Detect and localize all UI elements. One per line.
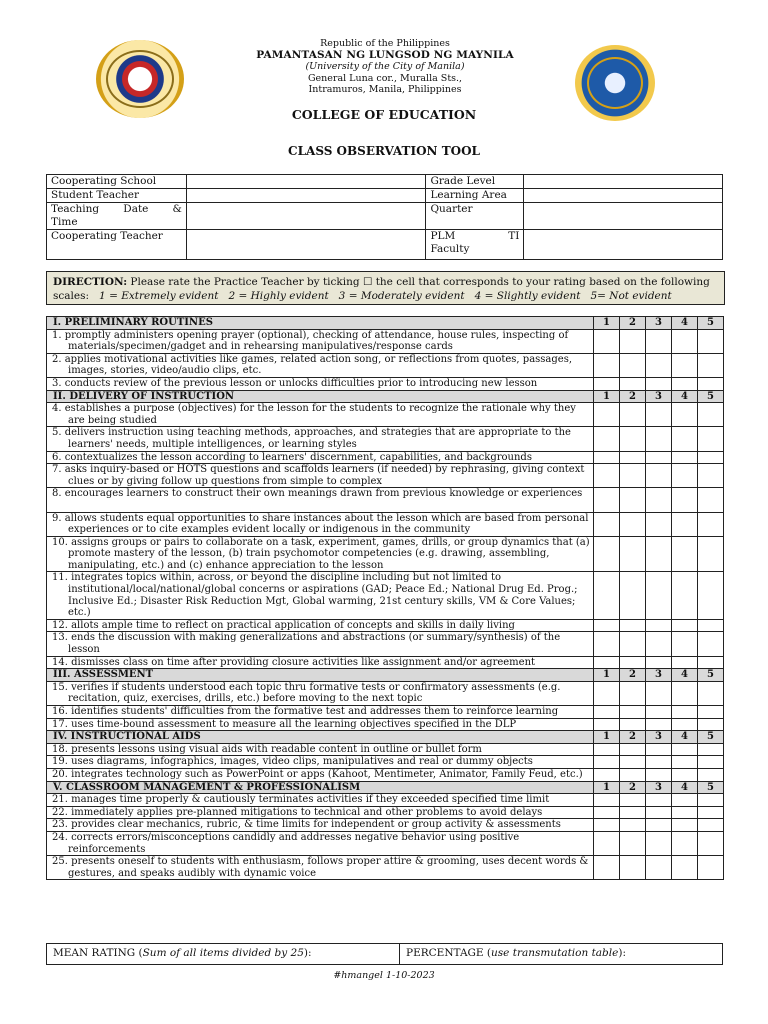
criterion-row (47, 706, 724, 719)
field-grade-level[interactable] (524, 175, 723, 189)
criterion-row (47, 619, 724, 632)
rating-checkbox-cell[interactable] (672, 743, 698, 756)
label-learning-area: Learning Area (426, 189, 524, 203)
criterion-row (47, 718, 724, 731)
rating-checkbox-cell[interactable] (594, 619, 620, 632)
rating-column-header: 1 (594, 669, 620, 682)
criterion-cell (47, 329, 594, 353)
field-student-teacher[interactable] (186, 189, 426, 203)
criterion-cell (47, 632, 594, 656)
rating-checkbox-cell[interactable] (646, 353, 672, 377)
rating-column-header: 5 (698, 781, 724, 794)
rating-checkbox-cell[interactable] (698, 681, 724, 705)
criterion-text: 7. asks inquiry-based or HOTS questions and scaffolds learners (if needed) by rephrasing, giving context clues or by giving follow up questions from simple to complex (52, 464, 585, 487)
rating-checkbox-cell[interactable] (672, 488, 698, 512)
rating-checkbox-cell[interactable] (698, 353, 724, 377)
rating-checkbox-cell[interactable] (594, 806, 620, 819)
rating-checkbox-cell[interactable] (620, 464, 646, 488)
document-header (0, 0, 768, 158)
rating-column-header: 3 (646, 390, 672, 403)
rating-checkbox-cell[interactable] (594, 756, 620, 769)
criterion-text: 16. identifies students' difficulties from the formative test and addresses them to reinforce learning (52, 706, 559, 718)
rating-checkbox-cell[interactable] (620, 488, 646, 512)
rating-checkbox-cell[interactable] (698, 403, 724, 427)
rating-column-header: 1 (594, 731, 620, 744)
rating-checkbox-cell[interactable] (646, 718, 672, 731)
rating-checkbox-cell[interactable] (594, 656, 620, 669)
rating-checkbox-cell[interactable] (672, 681, 698, 705)
field-cooperating-school[interactable] (186, 175, 426, 189)
criterion-text: 21. manages time properly & cautiously terminates activities if they exceeded specified time limit (52, 794, 550, 806)
criterion-cell (47, 806, 594, 819)
rating-checkbox-cell[interactable] (620, 756, 646, 769)
rating-checkbox-cell[interactable] (646, 656, 672, 669)
rating-checkbox-cell[interactable] (672, 706, 698, 719)
rating-checkbox-cell[interactable] (672, 756, 698, 769)
rating-checkbox-cell[interactable] (646, 831, 672, 855)
section-title: II. DELIVERY OF INSTRUCTION (47, 390, 594, 403)
rating-checkbox-cell[interactable] (594, 377, 620, 390)
criterion-text: 9. allows students equal opportunities to share instances about the lesson which are based from personal experiences or to cite examples evident locally or indigenous in the community (52, 512, 589, 536)
criterion-row (47, 512, 724, 536)
criterion-text: 23. provides clear mechanics, rubric, & time limits for independent or group activity & assessments (52, 819, 561, 831)
field-quarter[interactable] (524, 203, 723, 230)
rating-column-header: 3 (646, 317, 672, 330)
section-title: V. CLASSROOM MANAGEMENT & PROFESSIONALISM (47, 781, 594, 794)
rating-column-header: 4 (672, 317, 698, 330)
rating-checkbox-cell[interactable] (646, 706, 672, 719)
criterion-cell (47, 718, 594, 731)
rating-checkbox-cell[interactable] (594, 831, 620, 855)
criterion-row (47, 488, 724, 512)
rating-checkbox-cell[interactable] (620, 377, 646, 390)
section-title: IV. INSTRUCTIONAL AIDS (47, 731, 594, 744)
rating-checkbox-cell[interactable] (620, 819, 646, 832)
criterion-text: 13. ends the discussion with making generalizations and abstractions (or summary/synthesis) of the lesson (52, 632, 561, 656)
rating-column-header: 5 (698, 390, 724, 403)
criterion-row (47, 831, 724, 855)
criterion-row (47, 756, 724, 769)
rating-column-header: 3 (646, 731, 672, 744)
rating-checkbox-cell[interactable] (646, 794, 672, 807)
section-header-row (47, 390, 724, 403)
rating-checkbox-cell[interactable] (594, 572, 620, 619)
rating-column-header: 1 (594, 390, 620, 403)
rating-checkbox-cell[interactable] (698, 819, 724, 832)
rating-checkbox-cell[interactable] (594, 536, 620, 572)
rating-checkbox-cell[interactable] (620, 451, 646, 464)
rating-column-header: 2 (620, 390, 646, 403)
rating-checkbox-cell[interactable] (646, 856, 672, 880)
rating-checkbox-cell[interactable] (672, 427, 698, 451)
rating-checkbox-cell[interactable] (672, 512, 698, 536)
rating-checkbox-cell[interactable] (672, 806, 698, 819)
rating-checkbox-cell[interactable] (698, 632, 724, 656)
rating-checkbox-cell[interactable] (646, 377, 672, 390)
rating-checkbox-cell[interactable] (620, 706, 646, 719)
rating-scales: scales: 1 = Extremely evident 2 = Highly evident 3 = Moderately evident 4 = Slightly evident 5= Not evident (53, 290, 672, 302)
criterion-cell (47, 856, 594, 880)
field-learning-area[interactable] (524, 189, 723, 203)
rating-checkbox-cell[interactable] (620, 353, 646, 377)
criterion-cell (47, 794, 594, 807)
criterion-row (47, 656, 724, 669)
criterion-text: 15. verifies if students understood each topic thru formative tests or confirmatory assessments (e.g. recitation, quiz, exercises, drills, etc.) before moving to the next topic (52, 681, 561, 705)
rating-checkbox-cell[interactable] (594, 794, 620, 807)
rating-checkbox-cell[interactable] (698, 377, 724, 390)
rating-checkbox-cell[interactable] (620, 656, 646, 669)
rating-column-header: 4 (672, 669, 698, 682)
label-cooperating-school: Cooperating School (47, 175, 187, 189)
rating-checkbox-cell[interactable] (646, 512, 672, 536)
section-title: I. PRELIMINARY ROUTINES (47, 317, 594, 330)
rating-checkbox-cell[interactable] (594, 681, 620, 705)
criterion-cell (47, 377, 594, 390)
rating-checkbox-cell[interactable] (594, 464, 620, 488)
rating-column-header: 2 (620, 731, 646, 744)
criterion-text: 5. delivers instruction using teaching methods, approaches, and strategies that are appropriate to the learners' needs, multiple intelligences, or learning styles (52, 427, 571, 450)
rating-checkbox-cell[interactable] (698, 656, 724, 669)
rating-checkbox-cell[interactable] (646, 451, 672, 464)
criterion-text: 22. immediately applies pre-planned mitigations to technical and other problems to avoid delays (52, 806, 543, 818)
criterion-text: 25. presents oneself to students with enthusiasm, follows proper attire & grooming, uses decent words & gestures, and speaks audibly with dynamic voice (52, 856, 589, 879)
footer-box (46, 943, 723, 965)
rating-checkbox-cell[interactable] (646, 536, 672, 572)
label-grade-level: Grade Level (426, 175, 524, 189)
rating-checkbox-cell[interactable] (672, 619, 698, 632)
rating-checkbox-cell[interactable] (672, 656, 698, 669)
rating-checkbox-cell[interactable] (620, 806, 646, 819)
criterion-cell (47, 756, 594, 769)
rating-checkbox-cell[interactable] (594, 743, 620, 756)
criterion-row (47, 377, 724, 390)
rating-column-header: 4 (672, 390, 698, 403)
rating-checkbox-cell[interactable] (646, 806, 672, 819)
rating-column-header: 5 (698, 731, 724, 744)
criterion-text: 19. uses diagrams, infographics, images, video clips, manipulatives and real or dummy objects (52, 756, 533, 768)
rating-column-header: 1 (594, 317, 620, 330)
label-teaching-date: Teaching Date & Time (47, 203, 187, 230)
criterion-row (47, 329, 724, 353)
criterion-row (47, 856, 724, 880)
section-header-row (47, 669, 724, 682)
criterion-cell (47, 743, 594, 756)
criterion-cell (47, 427, 594, 451)
rating-checkbox-cell[interactable] (672, 794, 698, 807)
criterion-row (47, 353, 724, 377)
rating-checkbox-cell[interactable] (594, 718, 620, 731)
criterion-text: 4. establishes a purpose (objectives) for the lesson for the students to recognize the rationale why they are being studied (52, 403, 576, 426)
rating-checkbox-cell[interactable] (672, 831, 698, 855)
section-title: III. ASSESSMENT (47, 669, 594, 682)
rating-checkbox-cell[interactable] (672, 632, 698, 656)
field-plm-ti-faculty[interactable] (524, 230, 723, 260)
criterion-text: 6. contextualizes the lesson according to learners' discernment, capabilities, and backgrounds (52, 451, 532, 463)
rating-checkbox-cell[interactable] (672, 377, 698, 390)
form-title: CLASS OBSERVATION TOOL (288, 144, 480, 158)
rating-checkbox-cell[interactable] (620, 768, 646, 781)
rating-checkbox-cell[interactable] (620, 632, 646, 656)
criterion-cell (47, 706, 594, 719)
criterion-cell (47, 353, 594, 377)
rating-checkbox-cell[interactable] (646, 403, 672, 427)
university-name: PAMANTASAN NG LUNGSOD NG MAYNILA (256, 48, 514, 61)
criterion-row (47, 768, 724, 781)
rating-column-header: 2 (620, 669, 646, 682)
rating-checkbox-cell[interactable] (620, 718, 646, 731)
rating-checkbox-cell[interactable] (594, 632, 620, 656)
rating-column-header: 2 (620, 781, 646, 794)
rating-checkbox-cell[interactable] (672, 572, 698, 619)
criterion-text: 8. encourages learners to construct their own meanings drawn from previous knowledge or experiences (52, 488, 583, 500)
criterion-text: 14. dismisses class on time after providing closure activities like assignment and/or agreement (52, 656, 536, 668)
rating-checkbox-cell[interactable] (620, 512, 646, 536)
rating-checkbox-cell[interactable] (620, 536, 646, 572)
rating-table (46, 316, 724, 880)
criterion-cell (47, 619, 594, 632)
criterion-cell (47, 819, 594, 832)
republic-text: Republic of the Philippines (320, 38, 450, 49)
rating-checkbox-cell[interactable] (672, 768, 698, 781)
rating-checkbox-cell[interactable] (646, 768, 672, 781)
rating-checkbox-cell[interactable] (646, 488, 672, 512)
rating-column-header: 2 (620, 317, 646, 330)
rating-checkbox-cell[interactable] (698, 831, 724, 855)
criterion-cell (47, 831, 594, 855)
college-title: COLLEGE OF EDUCATION (291, 107, 477, 122)
rating-column-header: 5 (698, 669, 724, 682)
field-cooperating-teacher[interactable] (186, 230, 426, 260)
label-student-teacher: Student Teacher (47, 189, 187, 203)
rating-checkbox-cell[interactable] (672, 451, 698, 464)
criterion-cell (47, 572, 594, 619)
rating-checkbox-cell[interactable] (646, 464, 672, 488)
rating-checkbox-cell[interactable] (646, 572, 672, 619)
rating-checkbox-cell[interactable] (594, 819, 620, 832)
criterion-text: 2. applies motivational activities like games, related action song, or reflections from quotes, passages, images, stories, video/audio clips, etc. (52, 353, 573, 377)
criterion-row (47, 681, 724, 705)
criterion-text: 17. uses time-bound assessment to measure all the learning objectives specified in the DLP (52, 718, 517, 730)
criterion-text: 24. corrects errors/misconceptions candidly and addresses negative behavior using positive reinforcements (52, 831, 520, 855)
label-plm-ti-faculty: PLM TI Faculty (426, 230, 524, 260)
criterion-text: 3. conducts review of the previous lesson or unlocks difficulties prior to introducing new lesson (52, 377, 538, 389)
criterion-cell (47, 768, 594, 781)
field-teaching-date[interactable] (186, 203, 426, 230)
rating-checkbox-cell[interactable] (620, 403, 646, 427)
criterion-text: 18. presents lessons using visual aids with readable content in outline or bullet form (52, 743, 482, 755)
rating-checkbox-cell[interactable] (646, 632, 672, 656)
criterion-row (47, 743, 724, 756)
rating-checkbox-cell[interactable] (594, 706, 620, 719)
rating-checkbox-cell[interactable] (698, 806, 724, 819)
criterion-row (47, 464, 724, 488)
criterion-cell (47, 681, 594, 705)
criterion-cell (47, 403, 594, 427)
criterion-cell (47, 464, 594, 488)
rating-checkbox-cell[interactable] (594, 403, 620, 427)
address-line-2: Intramuros, Manila, Philippines (308, 84, 462, 95)
rating-checkbox-cell[interactable] (698, 536, 724, 572)
rating-checkbox-cell[interactable] (698, 743, 724, 756)
rating-checkbox-cell[interactable] (698, 329, 724, 353)
percentage-field[interactable]: PERCENTAGE (use transmutation table): (406, 947, 626, 959)
rating-column-header: 3 (646, 669, 672, 682)
rating-checkbox-cell[interactable] (698, 794, 724, 807)
criterion-cell (47, 536, 594, 572)
rating-checkbox-cell[interactable] (698, 718, 724, 731)
rating-checkbox-cell[interactable] (698, 619, 724, 632)
rating-column-header: 5 (698, 317, 724, 330)
rating-checkbox-cell[interactable] (698, 451, 724, 464)
rating-checkbox-cell[interactable] (620, 794, 646, 807)
criterion-row (47, 403, 724, 427)
rating-checkbox-cell[interactable] (646, 329, 672, 353)
rating-checkbox-cell[interactable] (594, 427, 620, 451)
rating-checkbox-cell[interactable] (646, 427, 672, 451)
rating-checkbox-cell[interactable] (672, 329, 698, 353)
rating-checkbox-cell[interactable] (698, 706, 724, 719)
rating-checkbox-cell[interactable] (594, 329, 620, 353)
rating-checkbox-cell[interactable] (594, 353, 620, 377)
rating-checkbox-cell[interactable] (620, 329, 646, 353)
mean-rating-field[interactable]: MEAN RATING (Sum of all items divided by 25): (47, 944, 400, 964)
rating-checkbox-cell[interactable] (646, 819, 672, 832)
rating-checkbox-cell[interactable] (594, 856, 620, 880)
rating-checkbox-cell[interactable] (672, 536, 698, 572)
criterion-row (47, 632, 724, 656)
criterion-cell (47, 656, 594, 669)
rating-checkbox-cell[interactable] (672, 819, 698, 832)
label-cooperating-teacher: Cooperating Teacher (47, 230, 187, 260)
rating-checkbox-cell[interactable] (672, 353, 698, 377)
criterion-cell (47, 512, 594, 536)
criterion-row (47, 536, 724, 572)
direction-label: DIRECTION: (53, 276, 128, 288)
rating-checkbox-cell[interactable] (698, 572, 724, 619)
criterion-text: 10. assigns groups or pairs to collaborate on a task, experiment, games, drills, or group dynamics that (a) promote mastery of the lesson, (b) train psychomotor competencies (e.g. drawing, assembling, manipulating, etc.) and (c) enhance appreciation to the lesson (52, 536, 590, 571)
criterion-cell (47, 488, 594, 512)
rating-checkbox-cell[interactable] (672, 856, 698, 880)
rating-checkbox-cell[interactable] (646, 743, 672, 756)
rating-checkbox-cell[interactable] (620, 572, 646, 619)
criterion-text: 1. promptly administers opening prayer (optional), checking of attendance, house rules, inspecting of materials/specimen/gadget and in rehearsing manipulatives/response cards (52, 329, 569, 353)
rating-checkbox-cell[interactable] (672, 464, 698, 488)
rating-checkbox-cell[interactable] (698, 768, 724, 781)
rating-checkbox-cell[interactable] (646, 619, 672, 632)
criterion-text: 11. integrates topics within, across, or beyond the discipline including but not limited to institutional/local/national/global concerns or aspirations (GAD; Peace Ed.; National Drug Ed. Prog.; Inclusive Ed.; Disaster Risk Reduction Mgt, Global warming, 21st century skills, VM & Core Values; etc.) (52, 572, 578, 619)
rating-checkbox-cell[interactable] (620, 681, 646, 705)
rating-checkbox-cell[interactable] (646, 756, 672, 769)
criterion-text: 20. integrates technology such as PowerPoint or apps (Kahoot, Mentimeter, Animator, Family Feud, etc.) (52, 768, 583, 780)
rating-checkbox-cell[interactable] (620, 619, 646, 632)
rating-checkbox-cell[interactable] (620, 831, 646, 855)
criterion-row (47, 572, 724, 619)
criterion-row (47, 427, 724, 451)
section-header-row (47, 731, 724, 744)
section-header-row (47, 317, 724, 330)
section-header-row (47, 781, 724, 794)
rating-column-header: 1 (594, 781, 620, 794)
rating-checkbox-cell[interactable] (672, 718, 698, 731)
rating-checkbox-cell[interactable] (698, 512, 724, 536)
criterion-row (47, 819, 724, 832)
rating-checkbox-cell[interactable] (698, 856, 724, 880)
rating-checkbox-cell[interactable] (594, 512, 620, 536)
rating-checkbox-cell[interactable] (698, 756, 724, 769)
rating-checkbox-cell[interactable] (646, 681, 672, 705)
university-english-name: (University of the City of Manila) (305, 61, 465, 72)
rating-checkbox-cell[interactable] (620, 743, 646, 756)
rating-checkbox-cell[interactable] (594, 451, 620, 464)
criterion-row (47, 451, 724, 464)
label-quarter: Quarter (426, 203, 524, 230)
rating-checkbox-cell[interactable] (672, 403, 698, 427)
rating-checkbox-cell[interactable] (698, 427, 724, 451)
direction-text: Please rate the Practice Teacher by ticking ☐ the cell that corresponds to your rating based on the following (130, 276, 710, 288)
direction-box (46, 271, 725, 305)
rating-checkbox-cell[interactable] (594, 488, 620, 512)
criterion-row (47, 794, 724, 807)
criterion-text: 12. allots ample time to reflect on practical application of concepts and skills in daily living (52, 619, 515, 631)
signature-text: #hmangel 1-10-2023 (333, 970, 435, 981)
rating-checkbox-cell[interactable] (594, 768, 620, 781)
rating-column-header: 4 (672, 781, 698, 794)
address-line-1: General Luna cor., Muralla Sts., (307, 72, 463, 84)
criterion-cell (47, 451, 594, 464)
info-table (46, 174, 723, 260)
criterion-row (47, 806, 724, 819)
university-header (240, 38, 530, 96)
rating-column-header: 4 (672, 731, 698, 744)
rating-checkbox-cell[interactable] (698, 488, 724, 512)
rating-checkbox-cell[interactable] (698, 464, 724, 488)
rating-checkbox-cell[interactable] (620, 856, 646, 880)
rating-checkbox-cell[interactable] (620, 427, 646, 451)
rating-column-header: 3 (646, 781, 672, 794)
